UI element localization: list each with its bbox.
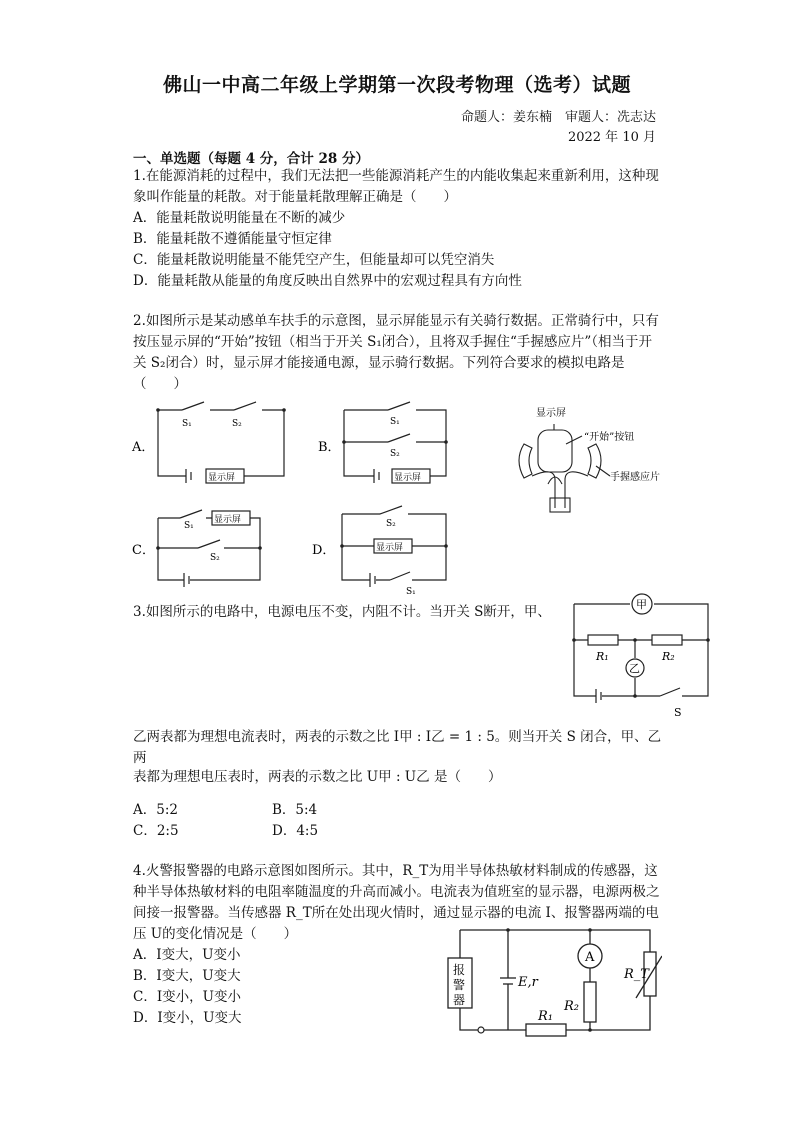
svg-text:显示屏: 显示屏 <box>394 473 422 483</box>
svg-text:R₂: R₂ <box>662 650 675 663</box>
question-3-option-a: A．5:2 <box>133 802 178 818</box>
question-1 <box>133 166 663 292</box>
section-heading: 一、单选题（每题 4 分，合计 28 分） <box>133 151 369 167</box>
question-3-option-c: C．2:5 <box>133 823 179 839</box>
date-line: 2022 年 10 月 <box>567 130 656 145</box>
question-4-stem: 4.火警报警器的电路示意图如图所示。其中，R_T为用半导体热敏材料制成的传感器，这种半导体热敏材料的电阻率随温度的升高而减小。电流表为值班室的显示器，电源两极之间接一报警器。当传感器 R_T所在处出现火情时，通过显示器的电流 I、报警器两端的电压 U的变化情况是（ ） <box>133 863 660 942</box>
svg-text:S₁: S₁ <box>182 419 192 429</box>
question-3-stem-line2: 乙两表都为理想电流表时，两表的示数之比 I甲 : I乙 = 1 : 5。则当开关 S 闭合，甲、乙两 <box>133 729 662 766</box>
question-3-stem-line3: 表都为理想电压表时，两表的示数之比 U甲 : U乙 是（ ） <box>133 769 502 785</box>
svg-text:S₁: S₁ <box>406 587 416 597</box>
question-1-option-c: C．能量耗散说明能量不能凭空产生，但能量却可以凭空消失 <box>133 252 495 268</box>
question-1-option-b: B．能量耗散不遵循能量守恒定律 <box>133 231 332 247</box>
question-2-stem: 2.如图所示是某动感单车扶手的示意图，显示屏能显示有关骑行数据。正常骑行中，只有按压显示屏的“开始”按钮（相当于开关 S₁闭合），且将双手握住“手握感应片”（相当于开关 S₂闭合）时，显示屏才能接通电源，显示骑行数据。下列符合要求的模拟电路是（ ） <box>133 313 659 392</box>
question-1-option-a: A．能量耗散说明能量在不断的减少 <box>133 210 346 226</box>
figure-start-button-label: “开始”按钮 <box>584 432 635 443</box>
question-4-option-b: B．I变大，U变大 <box>133 968 241 984</box>
option-b-label: B． <box>318 440 341 455</box>
svg-text:器: 器 <box>453 993 466 1007</box>
svg-text:S₂: S₂ <box>390 449 400 459</box>
handlebar-figure <box>510 400 680 518</box>
option-a-label: A． <box>132 440 155 455</box>
page-title: 佛山一中高二年级上学期第一次段考物理（选考）试题 <box>162 74 631 96</box>
svg-text:S₁: S₁ <box>390 417 400 427</box>
option-d-label: D． <box>312 543 336 558</box>
svg-text:R₂: R₂ <box>564 999 579 1014</box>
question-4-option-a: A．I变大，U变小 <box>133 947 241 963</box>
source-label: E,r <box>518 975 538 990</box>
authors-line: 命题人：姜东楠 审题人：冼志达 <box>460 110 656 125</box>
question-3-option-d: D．4:5 <box>272 823 319 839</box>
question-4-circuit <box>440 922 662 1042</box>
question-4-options <box>133 945 242 1029</box>
alarm-char-1: 报 <box>453 963 466 977</box>
question-3-stem-line1: 3.如图所示的电路中，电源电压不变，内阻不计。当开关 S断开，甲、 <box>133 604 551 620</box>
svg-text:R₁: R₁ <box>538 1009 553 1024</box>
svg-text:显示屏: 显示屏 <box>376 543 404 553</box>
svg-text:显示屏: 显示屏 <box>214 515 242 525</box>
question-1-stem: 1.在能源消耗的过程中，我们无法把一些能源消耗产生的内能收集起来重新利用，这种现象叫作能量的耗散。对于能量耗散理解正确是（ ） <box>133 168 659 205</box>
question-4-option-c: C．I变小，U变小 <box>133 989 242 1005</box>
svg-text:R_T: R_T <box>624 967 649 982</box>
meter-yi: 乙 <box>629 662 640 675</box>
option-c-label: C． <box>132 543 155 558</box>
question-1-option-d: D．能量耗散从能量的角度反映出自然界中的宏观过程具有方向性 <box>133 273 522 289</box>
figure-screen-label: 显示屏 <box>536 408 566 419</box>
figure-hand-sensor-label: 手握感应片 <box>610 472 660 483</box>
svg-text:警: 警 <box>453 978 466 992</box>
svg-text:S₂: S₂ <box>210 553 220 563</box>
svg-text:S₂: S₂ <box>232 419 242 429</box>
question-3-option-b: B．5:4 <box>272 802 318 818</box>
svg-text:S₂: S₂ <box>386 519 396 529</box>
svg-text:显示屏: 显示屏 <box>208 473 236 483</box>
ammeter-label: A <box>585 950 595 965</box>
question-3-circuit <box>568 592 714 720</box>
question-4-option-d: D．I变小，U变大 <box>133 1010 242 1026</box>
meter-jia: 甲 <box>636 598 647 611</box>
svg-text:R₁: R₁ <box>596 650 609 663</box>
svg-text:S₁: S₁ <box>184 521 194 531</box>
svg-text:S: S <box>674 706 682 719</box>
